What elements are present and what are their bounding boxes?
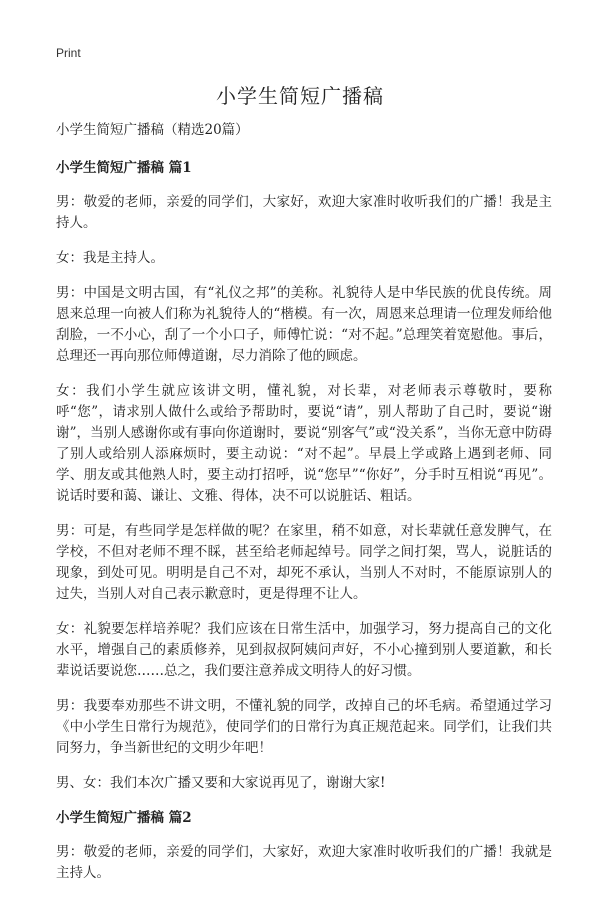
paragraph: 女：我们小学生就应该讲文明，懂礼貌，对长辈，对老师表示尊敬时，要称呼“您”，请求别人做什么或给予帮助时，要说“请”，别人帮助了自己时，要说“谢谢”，当别人感谢你或有事向你道谢时，要说“别客气”或“没关系”，当你无意中防碍了别人或给别人添麻烦时，要主动说：“对不起”。早晨上学或路上遇到老师、同学、朋友或其他熟人时，要主动打招呼，说“您早”“你好”，分手时互相说“再见”。说话时要和蔼、谦让、文雅、得体，决不可以说脏话、粗话。 (56, 383, 552, 504)
print-link[interactable]: Print (56, 46, 81, 60)
paragraph: 男：敬爱的老师，亲爱的同学们，大家好，欢迎大家准时收听我们的广播！我就是主持人。 (56, 844, 552, 881)
paragraph: 女：我是主持人。 (56, 250, 164, 266)
paragraph: 男：中国是文明古国，有“礼仪之邦”的美称。礼貌待人是中华民族的优良传统。周恩来总理一向被人们称为礼貌待人的“楷模。有一次，周恩来总理请一位理发师给他刮脸，一不小心，刮了一个小口子，师傅忙说：“对不起。”总理笑着宽慰他。事后，总理还一再向那位师傅道谢，尽力消除了他的顾虑。 (56, 285, 552, 364)
document-body (56, 120, 552, 898)
section-heading: 小学生简短广播稿 篇1 (56, 160, 192, 176)
paragraph: 男、女：我们本次广播又要和大家说再见了，谢谢大家! (56, 775, 386, 791)
document-title: 小学生简短广播稿 (216, 84, 384, 108)
paragraph: 男：可是，有些同学是怎样做的呢？在家里，稍不如意，对长辈就任意发脾气，在学校，不但对老师不理不睬，甚至给老师起绰号。同学之间打架，骂人，说脏话的现象，到处可见。明明是自己不对，却死不承认，当别人不对时，不能原谅别人的过失，当别人对自己表示歉意时，更是得理不让人。 (56, 523, 552, 602)
section-1 (56, 158, 552, 794)
paragraph: 男：我要奉劝那些不讲文明，不懂礼貌的同学，改掉自己的坏毛病。希望通过学习《中小学生日常行为规范》，使同学们的日常行为真正规范起来。同学们，让我们共同努力，争当新世纪的文明少年吧！ (56, 698, 552, 756)
section-2 (56, 808, 552, 884)
document-subtitle: 小学生简短广播稿（精选20篇） (56, 122, 249, 138)
paragraph: 男：敬爱的老师，亲爱的同学们，大家好，欢迎大家准时收听我们的广播！我是主持人。 (56, 194, 552, 231)
paragraph: 女：礼貌要怎样培养呢？我们应该在日常生活中，加强学习，努力提高自己的文化水平，增强自己的素质修养，见到叔叔阿姨问声好，不小心撞到别人要道歉，和长辈说话要说您……总之，我们要注意养成文明待人的好习惯。 (56, 621, 552, 679)
section-heading: 小学生简短广播稿 篇2 (56, 810, 192, 826)
